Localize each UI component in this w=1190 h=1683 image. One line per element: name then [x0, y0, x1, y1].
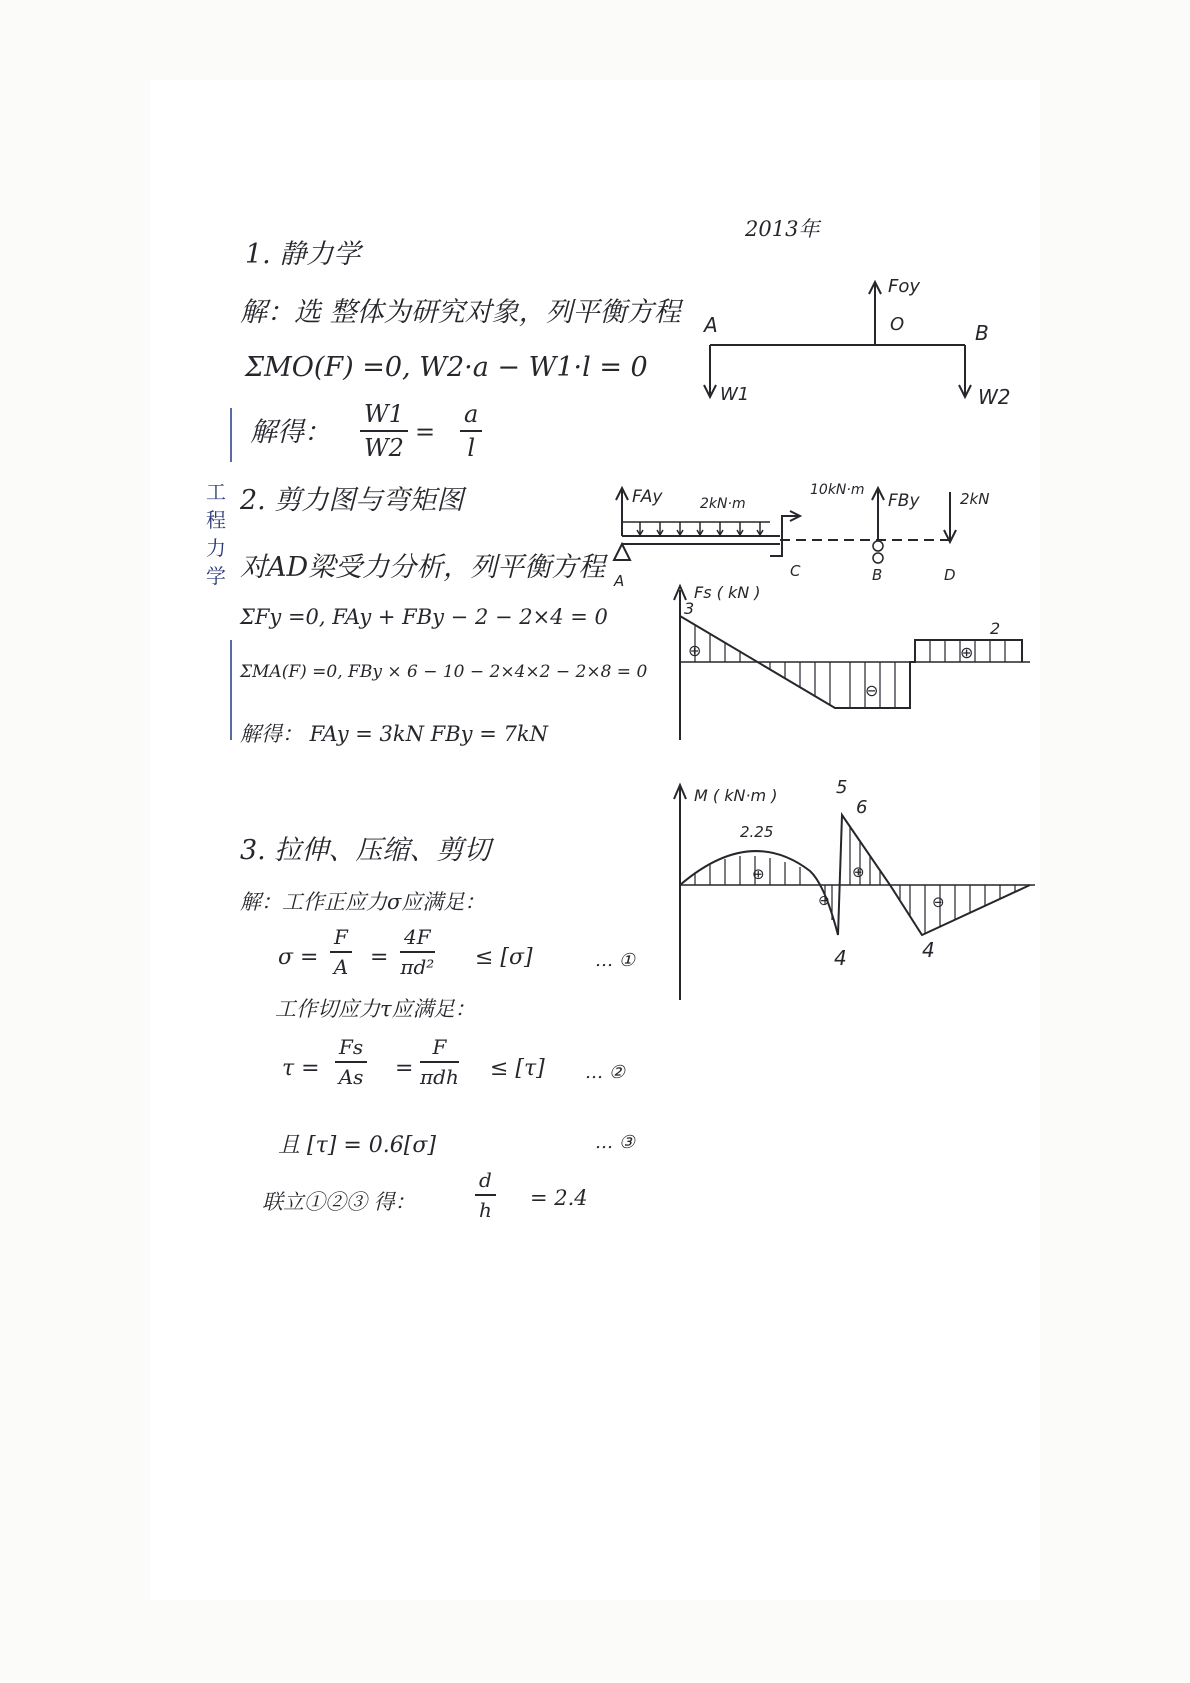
- eq2-lhs: τ =: [282, 1056, 320, 1081]
- lever-diagram: [690, 270, 1010, 420]
- foy-label: Foy: [888, 276, 921, 297]
- shear-positive-sign-2: ⊕: [960, 643, 974, 662]
- support-b-roller-2: [873, 553, 883, 563]
- margin-note: 工程力学: [206, 480, 226, 588]
- fay-label: FAy: [632, 487, 663, 507]
- eq1-fraction-1: [330, 925, 352, 979]
- section2-title: 2. 剪力图与弯矩图: [240, 485, 464, 516]
- section3-result-value: = 2.4: [530, 1186, 588, 1210]
- eq2-fraction-1: [335, 1035, 367, 1089]
- section1-equals: =: [415, 418, 436, 446]
- moment-value-6: 6: [856, 797, 868, 818]
- section2-line1: 对AD梁受力分析，列平衡方程: [240, 552, 606, 583]
- support-a: [614, 544, 630, 560]
- section3-line1: 解：工作正应力σ应满足：: [240, 890, 486, 914]
- moment-positive-sign: ⊕: [752, 865, 765, 883]
- moment-positive-sign-2: ⊕: [852, 863, 865, 881]
- fraction-denominator: πdh: [420, 1065, 459, 1089]
- fraction-numerator: d: [475, 1168, 496, 1196]
- bending-moment-diagram: [660, 765, 1040, 1005]
- couple-moment-label: 10kN·m: [810, 482, 865, 498]
- fraction-numerator: Fs: [335, 1035, 367, 1063]
- section1-title: 1. 静力学: [245, 239, 361, 270]
- shear-value-end: 2: [990, 619, 1001, 638]
- section1-result-prefix: 解得：: [250, 417, 331, 448]
- beam-load-diagram: [610, 480, 1030, 590]
- fby-label: FBy: [888, 491, 920, 511]
- fraction-denominator: h: [478, 1198, 492, 1222]
- fraction-denominator: As: [338, 1065, 364, 1089]
- section3-result-prefix: 联立①②③ 得：: [262, 1190, 416, 1214]
- moment-value-4a: 4: [834, 946, 847, 970]
- eq1-tag: … ①: [595, 950, 635, 971]
- fraction-numerator: F: [420, 1035, 459, 1063]
- beam-point-a: A: [614, 572, 625, 590]
- distributed-load-arrows: [637, 522, 763, 535]
- w2-label: W2: [978, 385, 1011, 409]
- shear-value-start: 3: [684, 599, 695, 618]
- margin-rule-top: [230, 408, 232, 462]
- margin-rule-bottom: [230, 640, 232, 740]
- section1-fraction-w: [360, 400, 408, 462]
- support-b-roller: [873, 541, 883, 551]
- point-o-label: O: [890, 314, 905, 335]
- year-label: 2013年: [745, 217, 820, 241]
- moment-negative-sign: ⊖: [818, 893, 830, 909]
- moment-negative-sign-2: ⊖: [932, 893, 945, 911]
- point-b-label: B: [975, 321, 989, 345]
- section3-title: 3. 拉伸、压缩、剪切: [240, 835, 491, 866]
- section3-result-fraction: [475, 1168, 496, 1222]
- eq2-tag: … ②: [585, 1062, 625, 1083]
- eq2-rhs: ≤ [τ]: [490, 1056, 545, 1081]
- section3-line2: 工作切应力τ应满足：: [275, 997, 476, 1021]
- fraction-numerator: 4F: [400, 925, 435, 953]
- eq2-fraction-2: [420, 1035, 459, 1089]
- section2-sum-fy: ΣFy =0, FAy + FBy − 2 − 2×4 = 0: [240, 605, 608, 629]
- fraction-denominator: A: [333, 955, 349, 979]
- eq2-equals: =: [395, 1056, 414, 1081]
- distributed-load-label: 2kN·m: [700, 496, 746, 512]
- shear-positive-sign: ⊕: [688, 641, 702, 660]
- shear-hatching: [695, 625, 1005, 708]
- fraction-denominator: l: [467, 434, 475, 462]
- eq1-equals: =: [370, 945, 389, 970]
- shear-force-diagram: [660, 580, 1040, 750]
- moment-value-4b: 4: [922, 938, 935, 962]
- beam-point-d: D: [944, 566, 956, 584]
- moment-peak-label: 2.25: [740, 823, 774, 841]
- moment-value-5: 5: [836, 777, 848, 798]
- section1-fraction-al: [460, 400, 482, 462]
- w1-label: W1: [720, 384, 750, 405]
- fraction-numerator: W1: [360, 400, 408, 432]
- fraction-denominator: W2: [364, 434, 404, 462]
- moment-axis-label: M ( kN·m ): [694, 786, 778, 805]
- eq3-tag: … ③: [595, 1132, 635, 1153]
- section2-sum-ma: ΣMA(F) =0, FBy × 6 − 10 − 2×4×2 − 2×8 = 0: [240, 662, 648, 682]
- eq1-rhs: ≤ [σ]: [475, 945, 533, 970]
- point-a-label: A: [704, 313, 718, 337]
- shear-axis-label: Fs ( kN ): [694, 583, 761, 602]
- fraction-denominator: πd²: [400, 955, 435, 979]
- section3-line3: 且 [τ] = 0.6[σ]: [278, 1133, 436, 1158]
- beam-point-c: C: [790, 562, 801, 580]
- section1-moment-eq: ΣMO(F) =0, W2·a − W1·l = 0: [245, 352, 648, 383]
- fraction-numerator: a: [460, 400, 482, 432]
- beam-point-b: B: [872, 566, 883, 584]
- fraction-numerator: F: [330, 925, 352, 953]
- section2-result: 解得： FAy = 3kN FBy = 7kN: [240, 722, 548, 746]
- section1-line1: 解：选 整体为研究对象，列平衡方程: [240, 297, 681, 328]
- eq1-lhs: σ =: [278, 945, 319, 970]
- eq1-fraction-2: [400, 925, 435, 979]
- shear-negative-sign: ⊖: [865, 681, 879, 700]
- point-load-label: 2kN: [960, 490, 990, 508]
